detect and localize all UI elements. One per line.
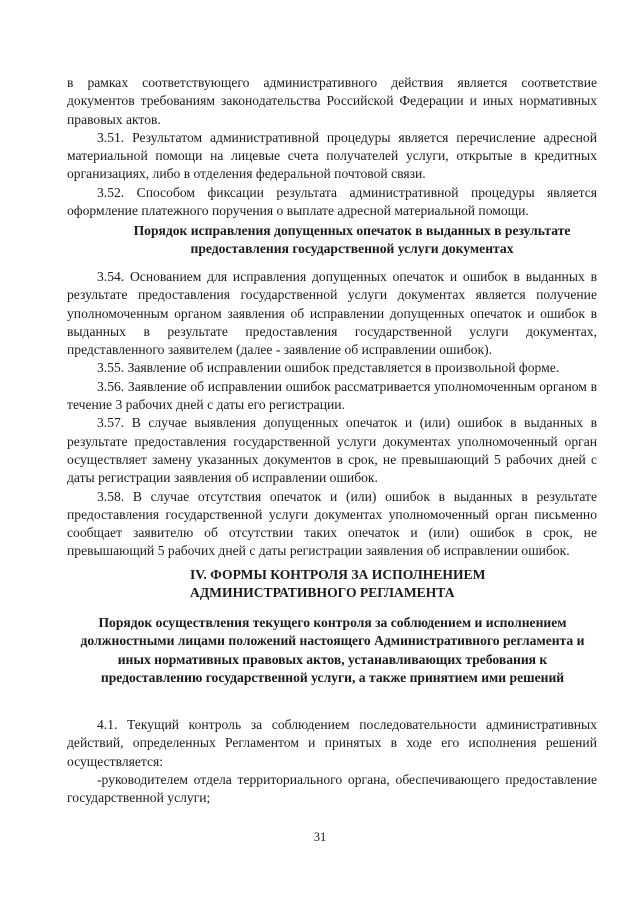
continuation-block xyxy=(67,74,597,220)
paragraph-continuation: в рамках соответствующего административного действия является соответствие документов требованиям законодательства Российской Федерации и иных нормативных правовых актов. xyxy=(67,75,597,127)
paragraph-4-1-item: -руководителем отдела территориального органа, обеспечивающего предоставление государственной услуги; xyxy=(67,771,597,806)
heading-corrections xyxy=(67,222,597,259)
corrections-block xyxy=(67,268,597,561)
paragraph-4-1: 4.1. Текущий контроль за соблюдением последовательности административных действий, определенных Регламентом и принятых в ходе его исполнения решений осуществляется: xyxy=(67,717,597,769)
paragraph-3-51: 3.51. Результатом административной процедуры является перечисление адресной материальной помощи на лицевые счета получателей услуги, открытые в кредитных организациях, либо в отделения федеральной почтовой связи. xyxy=(67,129,597,182)
chapter-heading: IV. ФОРМЫ КОНТРОЛЯ ЗА ИСПОЛНЕНИЕМ АДМИНИСТРАТИВНОГО РЕГЛАМЕНТА xyxy=(190,567,486,601)
section-heading-corrections: Порядок исправления допущенных опечаток в выданных в результате предоставления государственной услуги документах xyxy=(133,223,571,257)
paragraph-3-55: 3.55. Заявление об исправлении ошибок представляется в произвольной форме. xyxy=(97,360,560,376)
chapter-heading-block xyxy=(190,566,520,603)
heading-control-block xyxy=(80,614,585,687)
control-block xyxy=(67,716,597,807)
section-heading-control: Порядок осуществления текущего контроля за соблюдением и исполнением должностными лицами положений настоящего Административного регламента и иных нормативных правовых актов, устанавливающих требования к предоставлению государственной услуги, а также принятием ими решений xyxy=(80,615,585,685)
paragraph-3-57: 3.57. В случае выявления допущенных опечаток и (или) ошибок в выданных в результате предоставления государственной услуги документах уполномоченный орган осуществляет замену указанных документов в срок, не превышающий 5 рабочих дней с даты регистрации заявления об исправлении ошибок. xyxy=(67,415,597,486)
paragraph-3-56: 3.56. Заявление об исправлении ошибок рассматривается уполномоченным органом в течение 3 рабочих дней с даты его регистрации. xyxy=(67,378,597,413)
paragraph-3-52: 3.52. Способом фиксации результата административной процедуры является оформление платежного поручения о выплате адресной материальной помощи. xyxy=(67,184,597,219)
paragraph-3-58: 3.58. В случае отсутствия опечаток и (или) ошибок в выданных в результате предоставления государственной услуги документах уполномоченный орган письменно сообщает заявителю об отсутствии таких опечаток и (или) ошибок в срок, не превышающий 5 рабочих дней с даты регистрации заявления об исправлении ошибок. xyxy=(67,488,597,559)
page-number: 31 xyxy=(313,830,327,844)
paragraph-3-54: 3.54. Основанием для исправления допущенных опечаток и ошибок в выданных в результате предоставления государственной услуги документах является получение уполномоченным органом заявления об исправлении допущенных опечаток и ошибок в выданных в результате предоставления государственной услуги документах, представленного заявителем (далее - заявление об исправлении ошибок). xyxy=(67,269,597,358)
